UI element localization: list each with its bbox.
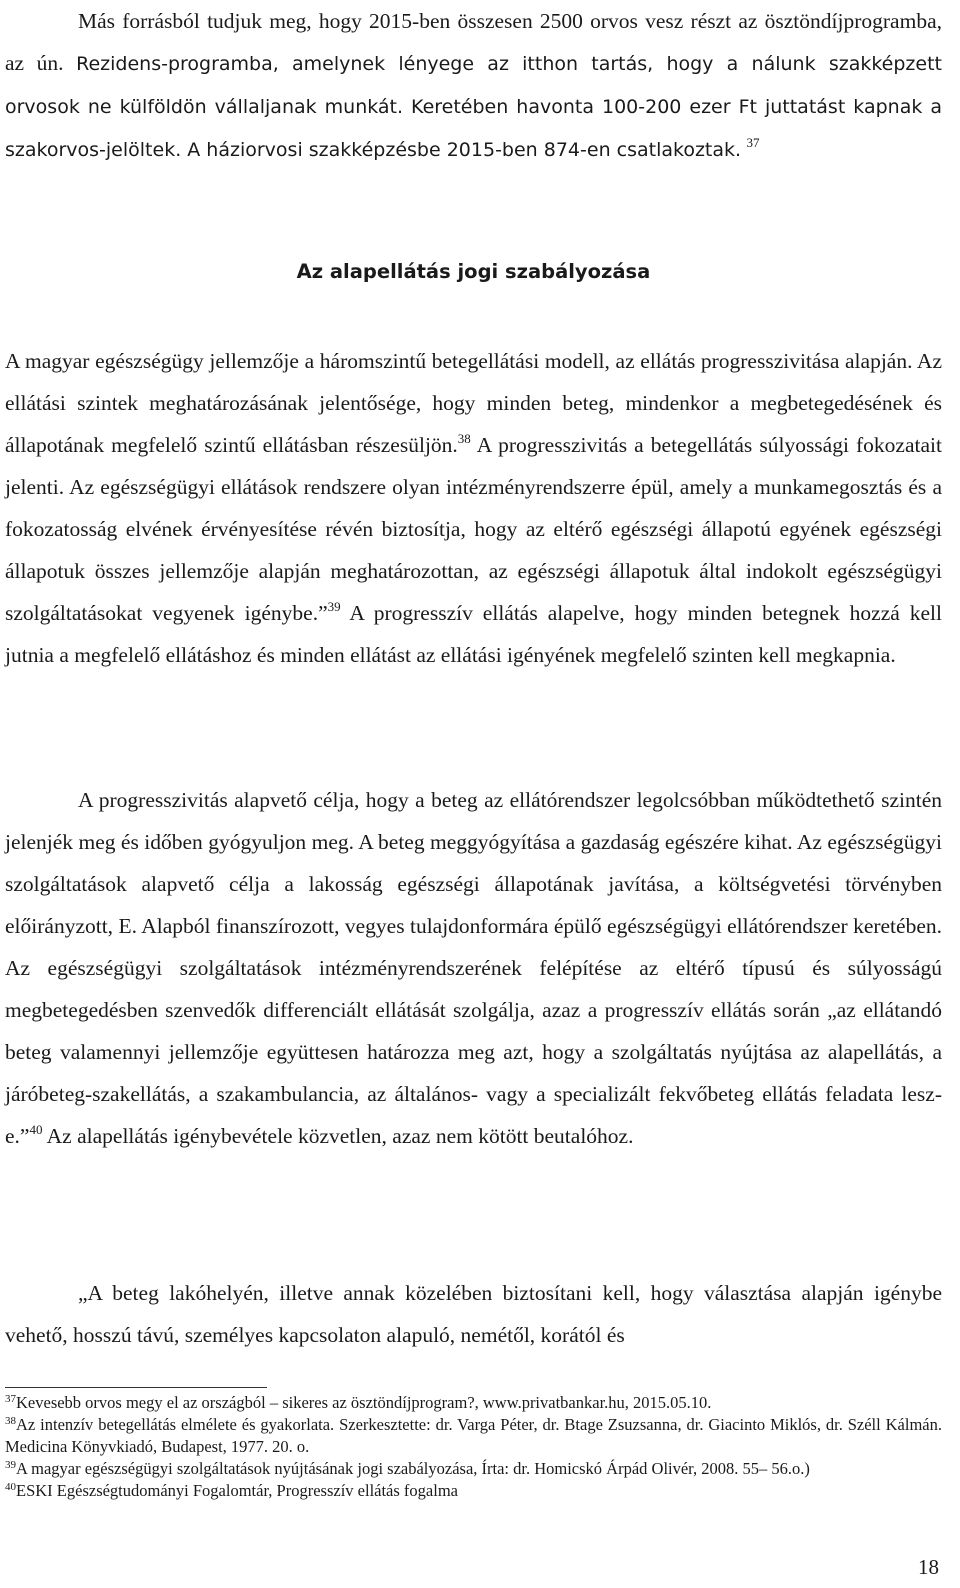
footnote-ref-40[interactable]: 40 (29, 1122, 43, 1137)
intro-text-a: Más forrásból tudjuk meg, hogy 2015-ben összesen 2500 orvos vesz részt az ösztöndíjprogramba, az ún. (5, 9, 942, 75)
footnote-number: 39 (5, 1459, 16, 1471)
footnotes (5, 1392, 942, 1502)
footnote-ref-38[interactable]: 38 (457, 431, 471, 446)
footnote-40 (5, 1480, 942, 1502)
footnote-separator (5, 1387, 267, 1388)
footnote-39 (5, 1458, 942, 1480)
quote-paragraph: „A beteg lakóhelyén, illetve annak közelében biztosítani kell, hogy választása alapján igénybe vehető, hosszú távú, személyes kapcsolaton alapuló, nemétől, korától és (5, 1281, 942, 1347)
progressivity-text-c: A progresszív ellátás alapelve, hogy minden betegnek hozzá kell jutnia a megfelelő ellátáshoz és minden ellátást az ellátási igényének megfelelő szinten kell megkapnia. (5, 601, 943, 667)
footnote-37 (5, 1392, 942, 1414)
page-number: 18 (918, 1555, 939, 1579)
section-heading: Az alapellátás jogi szabályozása (296, 260, 651, 283)
footnote-number: 40 (5, 1481, 16, 1493)
intro-paragraph (5, 0, 942, 171)
goal-text-b: Az alapellátás igénybevétele közvetlen, azaz nem kötött beutalóhoz. (42, 1124, 634, 1148)
footnote-text: Kevesebb orvos megy el az országból – sikeres az ösztöndíjprogram?, www.privatbankar.hu, 2015.05.10. (16, 1393, 712, 1412)
footnote-text: ESKI Egészségtudományi Fogalomtár, Progresszív ellátás fogalma (16, 1481, 458, 1500)
footnote-38 (5, 1414, 942, 1458)
progressivity-paragraph (5, 340, 942, 676)
footnote-number: 37 (5, 1393, 16, 1405)
footnote-number: 38 (5, 1415, 16, 1427)
progressivity-text-a: A magyar egészségügy jellemzője a háromszintű betegellátási modell, az ellátás progresszivitása alapján. Az ellátási szintek meghatározásának jelentősége, hogy minden beteg, mindenkor a megbetegedésének és állapotának megfelelő szintű ellátásban részesüljön. (5, 349, 942, 457)
footnote-text: A magyar egészségügyi szolgáltatások nyújtásának jogi szabályozása, Írta: dr. Homicskó Árpád Olivér, 2008. 55– 56.o.) (16, 1459, 810, 1478)
progressivity-text-b: A progresszivitás a betegellátás súlyossági fokozatait jelenti. Az egészségügyi ellátások rendszere olyan intézményrendszerre épül, amely a munkamegosztás és a fokozatosság elvének érvényesítése révén biztosítja, hogy az eltérő egészségi állapotú egyének egészségi állapotuk összes jellemzője alapján meghatározottan, az egészségi állapotuk által indokolt egészségügyi szolgáltatásokat vegyenek igénybe.” (5, 433, 942, 625)
goal-text-a: A progresszivitás alapvető célja, hogy a beteg az ellátórendszer legolcsóbban működtethető szintén jelenjék meg és időben gyógyuljon meg. A beteg meggyógyítása a gazdaság egészére kihat. Az egészségügyi szolgáltatások alapvető célja a lakosság egészségi állapotának javítása, a költségvetési törvényben előirányzott, E. Alapból finanszírozott, vegyes tulajdonformára épülő egészségügyi ellátórendszer keretében. Az egészségügyi szolgáltatások intézményrendszerének felépítése az eltérő típusú és súlyosságú megbetegedésben szenvedők differenciált ellátását szolgálja, azaz a progresszív ellátás során „az ellátandó beteg valamennyi jellemzője együttesen határozza meg azt, hogy a szolgáltatás nyújtása az alapellátás, a járóbeteg-szakellátás, a szakambulancia, az általános- vagy a specializált fekvőbeteg ellátás feladata lesz-e.” (5, 788, 942, 1148)
footnote-ref-37[interactable]: 37 (746, 135, 760, 150)
footnote-text: Az intenzív betegellátás elmélete és gyakorlata. Szerkesztette: dr. Varga Péter, dr. Btage Zsuzsanna, dr. Giacinto Miklós, dr. Széll Kálmán. Medicina Könyvkiadó, Budapest, 1977. 20. o. (5, 1415, 942, 1456)
intro-text-b: Rezidens-programba, amelynek lényege az itthon tartás, hogy a nálunk szakképzett orvosok ne külföldön vállaljanak munkát. Keretében havonta 100-200 ezer Ft juttatást kapnak a szakorvos-jelöltek. A háziorvosi szakképzésbe 2015-ben 874-en csatlakoztak. (5, 53, 942, 161)
goal-paragraph (5, 779, 942, 1157)
footnote-ref-39[interactable]: 39 (327, 599, 341, 614)
